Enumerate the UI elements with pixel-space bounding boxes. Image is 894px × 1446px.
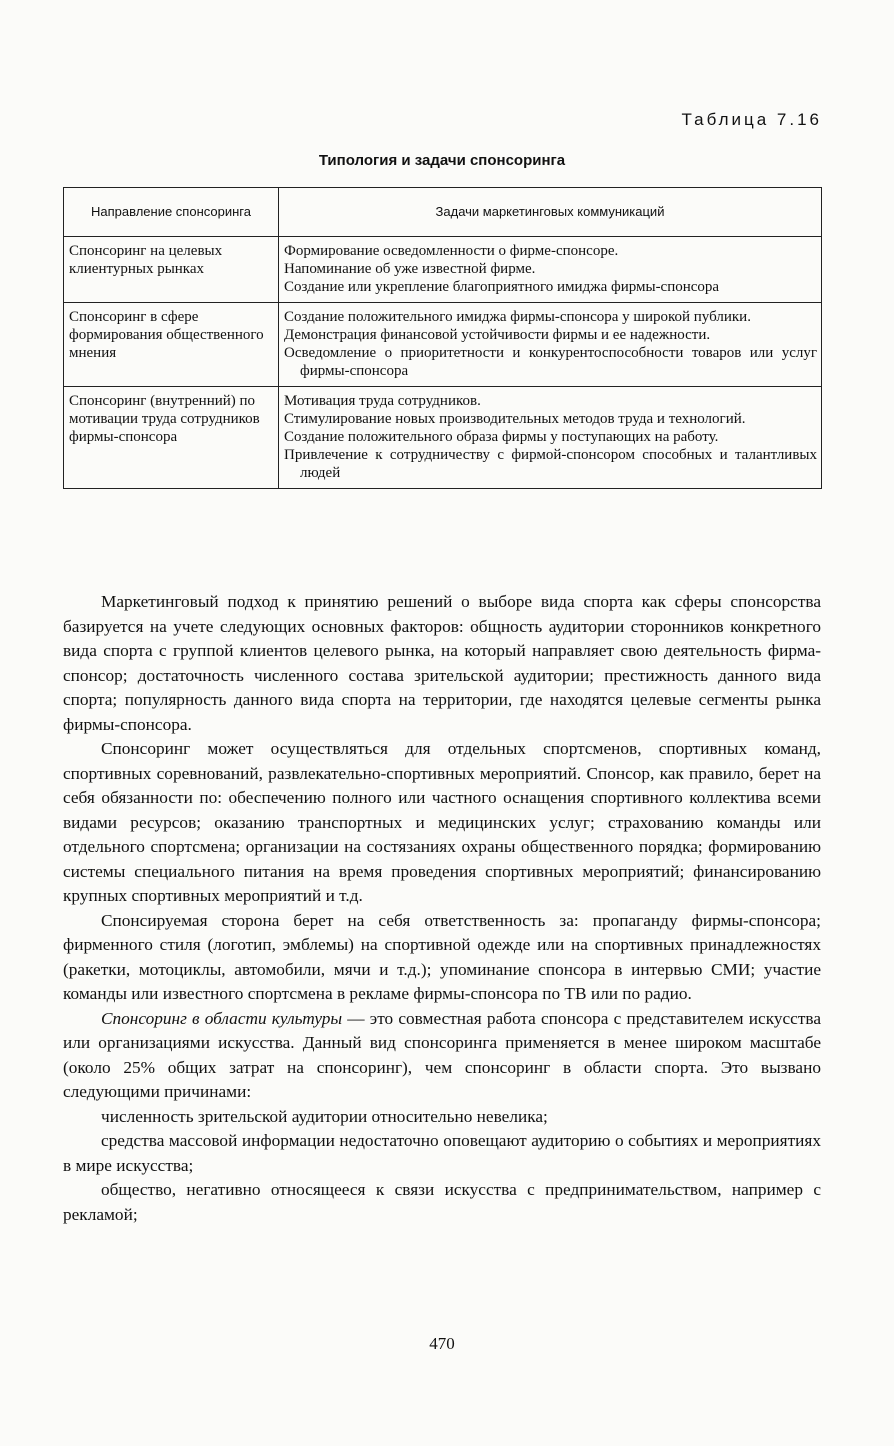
- task-item: Создание или укрепление благоприятного имиджа фирмы-спонсора: [284, 279, 720, 295]
- culture-paragraph: [63, 1007, 821, 1105]
- paragraph: Спонсируемая сторона берет на себя ответственность за: пропаганду фирмы-спонсора; фирменного стиля (логотип, эмблемы) на спортивной одежде или на спортивных принадлежностях (ракетки, мотоциклы, автомобили, мячи и т.д.); упоминание спонсора в интервью СМИ; участие команды или известного спортсмена в рекламе фирмы-спонсора по ТВ или по радио.: [63, 910, 821, 1003]
- paragraph: Спонсоринг может осуществляться для отдельных спортсменов, спортивных команд, спортивных соревнований, развлекательно-спортивных мероприятий. Спонсор, как правило, берет на себя обязанности по: обеспечению полного или частного оснащения спортивного коллектива всеми видами ресурсов; оказанию транспортных и медицинских услуг; страхованию команды или отдельного спортсмена; организации на состязаниях охраны общественного порядка; формированию системы специального питания на время проведения спортивных мероприятий; финансированию крупных спортивных мероприятий и т.д.: [63, 739, 821, 905]
- sponsoring-table: [63, 187, 822, 489]
- task-item: Создание положительного образа фирмы у поступающих на работу.: [284, 429, 719, 445]
- table-row: [64, 237, 822, 303]
- reason-item: численность зрительской аудитории относительно невелика;: [101, 1106, 548, 1126]
- page-number: 470: [429, 1334, 455, 1353]
- table-row: [64, 303, 822, 387]
- culture-text: — это совместная работа спонсора с представителем искусства или организациями искусства. Данный вид спонсоринга применяется в менее широком масштабе (около 25% общих затрат на спонсоринг), чем спонсоринг в области спорта. Это вызвано следующими причинами:: [63, 1008, 821, 1101]
- header-direction: Направление спонсоринга: [64, 188, 279, 237]
- header-tasks: Задачи маркетинговых коммуникаций: [279, 188, 822, 237]
- tasks-cell: [279, 237, 822, 303]
- task-item: Формирование осведомленности о фирме-спонсоре.: [284, 243, 619, 259]
- direction-cell: [64, 387, 279, 489]
- table-row: [64, 387, 822, 489]
- task-item: Демонстрация финансовой устойчивости фирмы и ее надежности.: [284, 327, 711, 343]
- task-item: Осведомление о приоритетности и конкурентоспособности товаров или услуг фирмы-спонсора: [284, 345, 817, 379]
- tasks-cell: [279, 387, 822, 489]
- task-item: Привлечение к сотрудничеству с фирмой-спонсором способных и талантливых людей: [284, 447, 817, 481]
- table-title: Типология и задачи спонсоринга: [318, 152, 566, 169]
- task-item: Мотивация труда сотрудников.: [284, 393, 481, 409]
- table-header-row: [64, 188, 822, 237]
- task-item: Напоминание об уже известной фирме.: [284, 261, 536, 277]
- direction-cell: [64, 237, 279, 303]
- paragraph: Маркетинговый подход к принятию решений о выборе вида спорта как сферы спонсорства базируется на учете следующих основных факторов: общность аудитории сторонников конкретного вида спорта с группой клиентов целевого рынка, на который направляет свою деятельность фирма-спонсор; достаточность численного состава зрительской аудитории; престижность данного вида спорта; популярность данного вида спорта на территории, где находятся целевые сегменты рынка фирмы-спонсора.: [63, 592, 821, 734]
- tasks-cell: [279, 303, 822, 387]
- direction-text: Спонсоринг на целевых клиентурных рынках: [69, 243, 223, 277]
- direction-text: Спонсоринг в сфере формирования общественного мнения: [69, 309, 264, 361]
- reason-item: средства массовой информации недостаточно оповещают аудиторию о событиях и мероприятиях в мире искусства;: [63, 1131, 821, 1175]
- reason-item: общество, негативно относящееся к связи искусства с предпринимательством, например с рекламой;: [63, 1180, 821, 1224]
- body-text: [63, 590, 821, 1227]
- direction-cell: [64, 303, 279, 387]
- task-item: Стимулирование новых производительных методов труда и технологий.: [284, 411, 746, 427]
- table-label: Таблица 7.16: [681, 110, 822, 129]
- task-item: Создание положительного имиджа фирмы-спонсора у широкой публики.: [284, 309, 751, 325]
- direction-text: Спонсоринг (внутренний) по мотивации труда сотрудников фирмы-спонсора: [69, 393, 260, 445]
- culture-term: Спонсоринг в области культуры: [101, 1008, 343, 1028]
